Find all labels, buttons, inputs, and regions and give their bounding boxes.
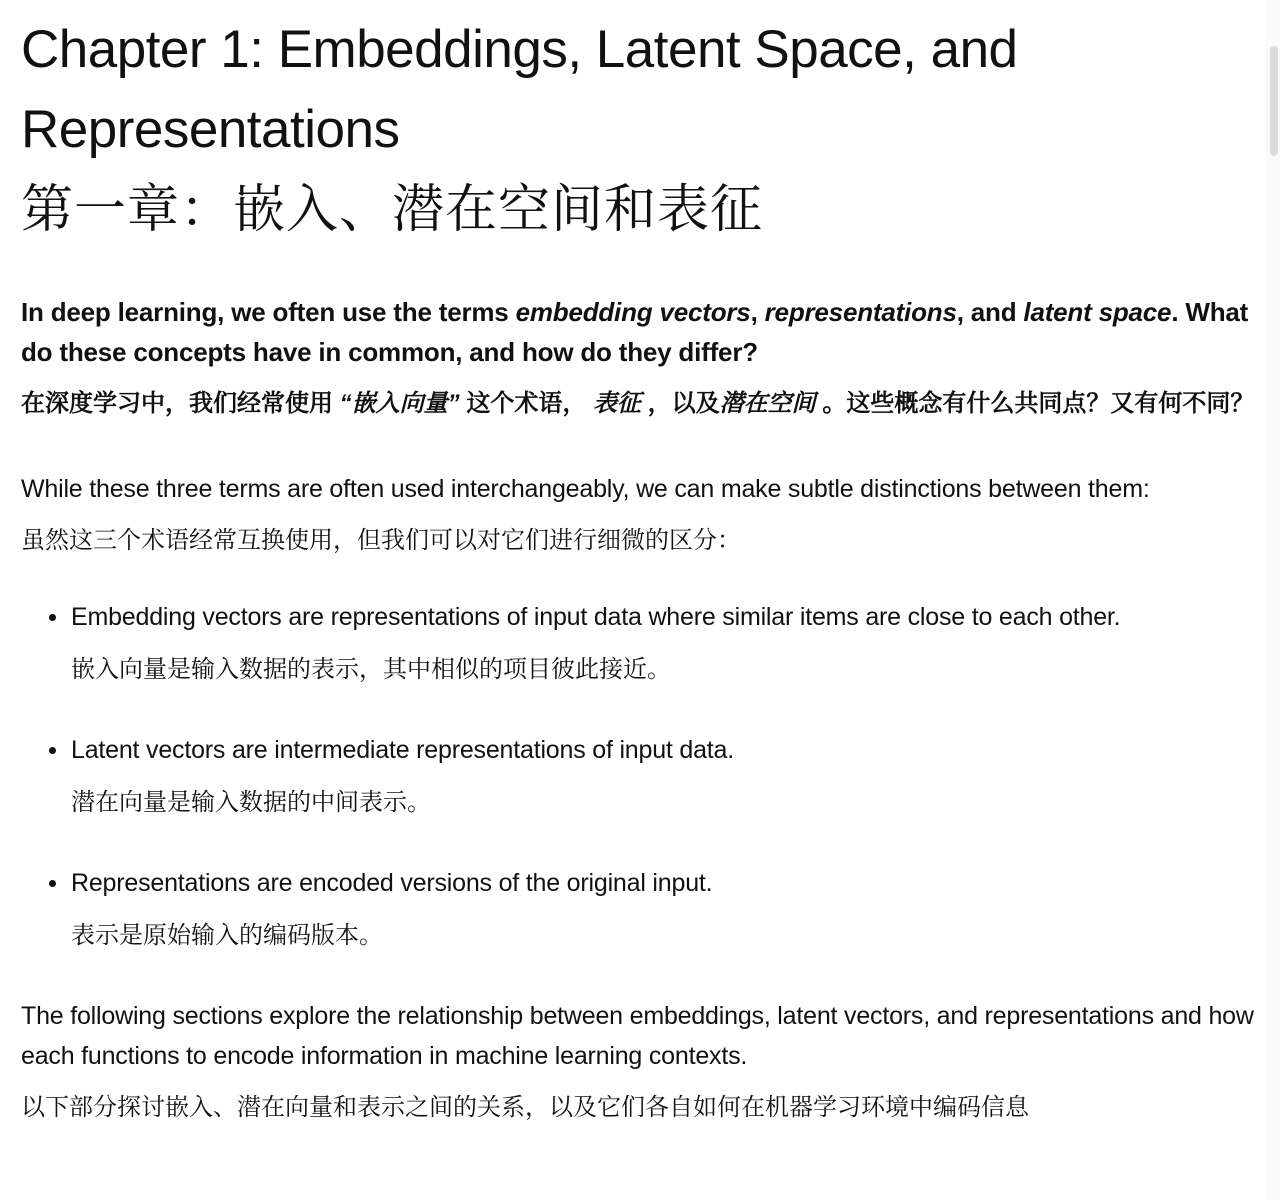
bullet-dot	[49, 614, 56, 621]
list-item	[21, 597, 1266, 690]
intro-chinese: 虽然这三个术语经常互换使用，但我们可以对它们进行细微的区分：	[21, 527, 741, 554]
chapter-title-english: Chapter 1: Embeddings, Latent Space, and Representations	[21, 20, 1018, 159]
question-chinese	[21, 384, 1266, 424]
term-latent-space-zh: 潜在空间	[719, 390, 816, 417]
question-english	[21, 292, 1266, 372]
closing-english: The following sections explore the relationship between embeddings, latent vectors, and representations and how each functions to encode information in machine learning contexts.	[21, 1002, 1254, 1070]
question-chinese-sep2: ，以及	[641, 390, 720, 417]
closing-chinese: 以下部分探讨嵌入、潜在向量和表示之间的关系，以及它们各自如何在机器学习环境中编码信息	[21, 1094, 1029, 1121]
question-english-sep1: ,	[750, 297, 765, 327]
question-english-after: . What do these concepts have in common, and how do they differ?	[21, 297, 1249, 367]
vertical-scrollbar[interactable]	[1266, 0, 1280, 1200]
question-english-before: In deep learning, we often use the terms	[21, 297, 516, 327]
intro-english: While these three terms are often used interchangeably, we can make subtle distinctions between them:	[21, 475, 1150, 503]
list-item-chinese: 潜在向量是输入数据的中间表示。	[71, 789, 431, 816]
question-chinese-before: 在深度学习中，我们经常使用	[21, 390, 340, 417]
question-english-sep2: , and	[956, 297, 1024, 327]
term-representations-zh: 表征	[593, 390, 642, 417]
scrollbar-thumb[interactable]	[1270, 46, 1278, 156]
term-embedding-vectors: embedding vectors	[515, 297, 751, 327]
list-item	[21, 863, 1266, 956]
term-embedding-vectors-zh: “嵌入向量”	[339, 390, 460, 417]
list-item	[21, 730, 1266, 823]
question-chinese-sep1: 这个术语，	[459, 390, 594, 417]
chapter-title-chinese: 第一章：嵌入、潜在空间和表征	[21, 181, 764, 239]
question-chinese-after: 。这些概念有什么共同点？又有何不同？	[815, 390, 1255, 417]
definitions-list	[21, 597, 1266, 956]
bullet-dot	[49, 880, 56, 887]
list-item-english: Latent vectors are intermediate representations of input data.	[71, 736, 735, 764]
term-representations: representations	[764, 297, 957, 327]
bullet-dot	[49, 747, 56, 754]
list-item-english: Representations are encoded versions of the original input.	[71, 869, 713, 897]
term-latent-space: latent space	[1023, 297, 1172, 327]
document-page	[21, 0, 1266, 1128]
list-item-chinese: 表示是原始输入的编码版本。	[71, 922, 383, 949]
watermark-overlay	[1077, 1154, 1262, 1190]
list-item-english: Embedding vectors are representations of input data where similar items are close to each other.	[71, 603, 1121, 631]
list-item-chinese: 嵌入向量是输入数据的表示，其中相似的项目彼此接近。	[71, 656, 671, 683]
